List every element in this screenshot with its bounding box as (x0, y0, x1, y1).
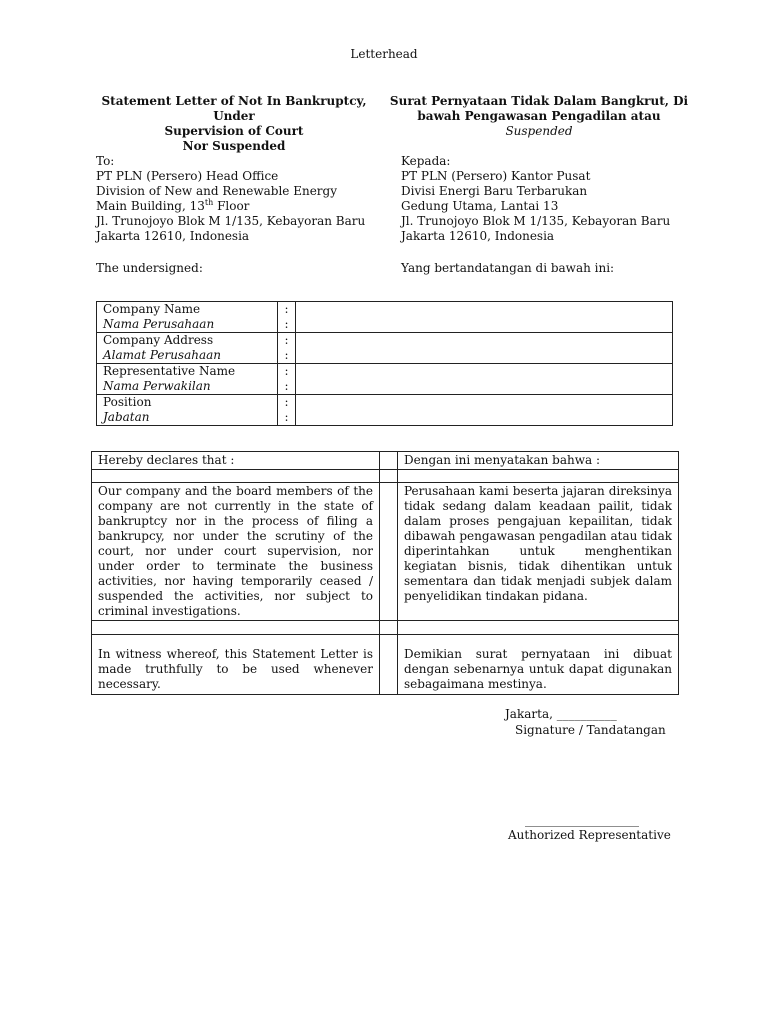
right-to: Kepada: (401, 154, 451, 168)
left-undersigned: The undersigned: (96, 261, 203, 275)
left-title (84, 94, 384, 154)
authorized-representative: Authorized Representative (508, 828, 671, 842)
info-row-company-name: Company Name Nama Perusahaan : : (97, 302, 673, 333)
left-title-line2: Supervision of Court (164, 124, 304, 138)
letterhead: Letterhead (350, 47, 418, 61)
left-title-line1: Statement Letter of Not In Bankruptcy, Under (101, 94, 367, 123)
jabatan-label: Jabatan (103, 410, 150, 424)
signature-label: Signature / Tandatangan (515, 723, 666, 737)
company-name-label: Company Name (103, 302, 201, 316)
right-address-line1: PT PLN (Persero) Kantor Pusat (401, 169, 591, 183)
spacer-row (92, 470, 679, 483)
alamat-perusahaan-label: Alamat Perusahaan (103, 348, 222, 362)
declaration-body-id: Perusahaan kami beserta jajaran direksinya tidak sedang dalam keadaan pailit, tidak dalam proses pengajuan kepailitan, tidak dibawah pengawasan pengadilan atau tidak diperintahkan untuk menghentikan kegiatan bisnis, tidak dihentikan untuk sementara dan tidak menjadi subjek dalam penyelidikan tindakan pidana. (398, 483, 679, 621)
place-date: Jakarta, __________ (505, 707, 617, 721)
left-address-line5: Jakarta 12610, Indonesia (96, 229, 250, 243)
left-address (96, 154, 365, 244)
left-address-line4: Jl. Trunojoyo Blok M 1/135, Kebayoran Baru (96, 214, 366, 228)
closing-en: In witness whereof, this Statement Letter is made truthfully to be used whenever necessary. (92, 635, 380, 695)
left-title-line3: Nor Suspended (182, 139, 286, 153)
info-row-representative-name: Representative Name Nama Perwakilan : : (97, 364, 673, 395)
right-address-line5: Jakarta 12610, Indonesia (401, 229, 555, 243)
left-to: To: (96, 154, 115, 168)
signature-line: ___________________ (525, 813, 639, 827)
left-address-line2: Division of New and Renewable Energy (96, 184, 338, 198)
right-title (384, 94, 694, 139)
company-address-field[interactable] (296, 333, 673, 364)
declaration-body-row (92, 483, 679, 621)
right-title-line2: bawah Pengawasan Pengadilan atau (417, 109, 661, 123)
left-address-line3: Main Building, 13th Floor (96, 198, 250, 213)
nama-perusahaan-label: Nama Perusahaan (103, 317, 215, 331)
info-row-company-address: Company Address Alamat Perusahaan : : (97, 333, 673, 364)
right-address (401, 154, 670, 244)
spacer-row (92, 621, 679, 635)
closing-id: Demikian surat pernyataan ini dibuat dengan sebenarnya untuk dapat digunakan sebagaimana mestinya. (398, 635, 679, 695)
position-label: Position (103, 395, 152, 409)
right-title-line3: Suspended (505, 124, 573, 138)
declaration-table (91, 451, 679, 695)
right-address-line4: Jl. Trunojoyo Blok M 1/135, Kebayoran Baru (401, 214, 671, 228)
company-name-field[interactable] (296, 302, 673, 333)
info-row-position: Position Jabatan : : (97, 395, 673, 426)
representative-name-label: Representative Name (103, 364, 236, 378)
nama-perwakilan-label: Nama Perwakilan (103, 379, 211, 393)
declaration-body-en: Our company and the board members of the company are not currently in the state of bankruptcy nor in the process of filing a bankrupcy, nor under the scrutiny of the court, nor under court supervision, nor under order to terminate the business activities, nor having temporarily ceased / suspended the activities, nor subject to criminal investigations. (92, 483, 380, 621)
right-title-line1: Surat Pernyataan Tidak Dalam Bangkrut, Di (389, 94, 689, 108)
right-undersigned: Yang bertandatangan di bawah ini: (401, 261, 615, 275)
company-info-table (96, 301, 673, 426)
closing-row (92, 635, 679, 695)
declares-header-en: Hereby declares that : (92, 452, 380, 470)
right-address-line2: Divisi Energi Baru Terbarukan (401, 184, 588, 198)
declares-header-id: Dengan ini menyatakan bahwa : (398, 452, 679, 470)
declaration-header-row (92, 452, 679, 470)
representative-name-field[interactable] (296, 364, 673, 395)
left-address-line1: PT PLN (Persero) Head Office (96, 169, 279, 183)
position-field[interactable] (296, 395, 673, 426)
right-address-line3: Gedung Utama, Lantai 13 (401, 199, 559, 213)
company-address-label: Company Address (103, 333, 214, 347)
